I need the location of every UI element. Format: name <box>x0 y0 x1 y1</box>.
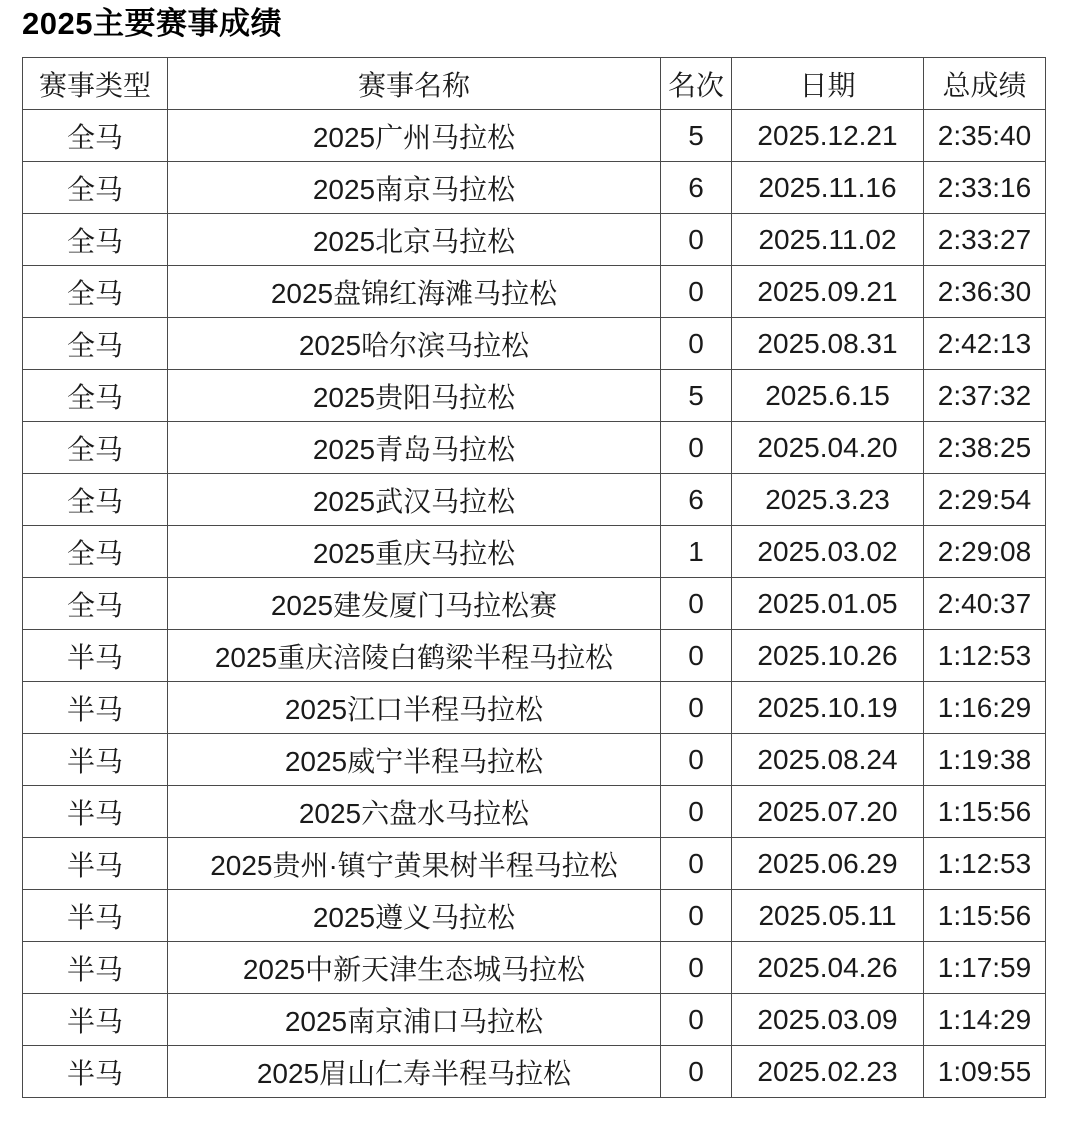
total-time-cell: 2:36:30 <box>924 266 1046 318</box>
total-time-cell: 2:42:13 <box>924 318 1046 370</box>
table-row <box>23 214 1046 266</box>
race-type-cell: 全马 <box>23 162 168 214</box>
date-cell: 2025.07.20 <box>732 786 924 838</box>
table-row <box>23 110 1046 162</box>
total-time-cell: 2:29:08 <box>924 526 1046 578</box>
total-time-cell: 1:12:53 <box>924 630 1046 682</box>
race-type-cell: 全马 <box>23 578 168 630</box>
rank-cell: 0 <box>661 630 732 682</box>
race-name-cell: 2025贵阳马拉松 <box>168 370 661 422</box>
table-row <box>23 474 1046 526</box>
date-cell: 2025.12.21 <box>732 110 924 162</box>
rank-cell: 0 <box>661 838 732 890</box>
date-cell: 2025.11.02 <box>732 214 924 266</box>
rank-cell: 0 <box>661 786 732 838</box>
total-time-cell: 2:37:32 <box>924 370 1046 422</box>
race-type-cell: 半马 <box>23 682 168 734</box>
date-cell: 2025.3.23 <box>732 474 924 526</box>
date-cell: 2025.04.20 <box>732 422 924 474</box>
race-name-cell: 2025江口半程马拉松 <box>168 682 661 734</box>
race-name-cell: 2025武汉马拉松 <box>168 474 661 526</box>
race-name-cell: 2025六盘水马拉松 <box>168 786 661 838</box>
table-row <box>23 890 1046 942</box>
results-table <box>22 57 1046 1098</box>
race-name-cell: 2025青岛马拉松 <box>168 422 661 474</box>
rank-cell: 0 <box>661 994 732 1046</box>
race-type-cell: 全马 <box>23 422 168 474</box>
total-time-cell: 2:35:40 <box>924 110 1046 162</box>
race-type-cell: 半马 <box>23 1046 168 1098</box>
column-header-race-name: 赛事名称 <box>168 58 661 110</box>
table-body <box>23 110 1046 1098</box>
race-type-cell: 半马 <box>23 786 168 838</box>
race-name-cell: 2025北京马拉松 <box>168 214 661 266</box>
race-type-cell: 全马 <box>23 526 168 578</box>
total-time-cell: 1:15:56 <box>924 890 1046 942</box>
table-header <box>23 58 1046 110</box>
race-type-cell: 全马 <box>23 266 168 318</box>
race-type-cell: 全马 <box>23 370 168 422</box>
total-time-cell: 2:40:37 <box>924 578 1046 630</box>
column-header-race-type: 赛事类型 <box>23 58 168 110</box>
race-name-cell: 2025建发厦门马拉松赛 <box>168 578 661 630</box>
rank-cell: 6 <box>661 474 732 526</box>
race-type-cell: 全马 <box>23 318 168 370</box>
race-name-cell: 2025重庆马拉松 <box>168 526 661 578</box>
table-row <box>23 838 1046 890</box>
date-cell: 2025.08.24 <box>732 734 924 786</box>
total-time-cell: 1:14:29 <box>924 994 1046 1046</box>
rank-cell: 6 <box>661 162 732 214</box>
total-time-cell: 1:09:55 <box>924 1046 1046 1098</box>
race-name-cell: 2025重庆涪陵白鹤梁半程马拉松 <box>168 630 661 682</box>
rank-cell: 0 <box>661 682 732 734</box>
total-time-cell: 2:33:16 <box>924 162 1046 214</box>
race-name-cell: 2025盘锦红海滩马拉松 <box>168 266 661 318</box>
rank-cell: 5 <box>661 110 732 162</box>
race-name-cell: 2025广州马拉松 <box>168 110 661 162</box>
race-type-cell: 全马 <box>23 474 168 526</box>
race-name-cell: 2025贵州·镇宁黄果树半程马拉松 <box>168 838 661 890</box>
race-name-cell: 2025眉山仁寿半程马拉松 <box>168 1046 661 1098</box>
rank-cell: 0 <box>661 318 732 370</box>
table-row <box>23 578 1046 630</box>
table-row <box>23 682 1046 734</box>
rank-cell: 0 <box>661 422 732 474</box>
race-name-cell: 2025遵义马拉松 <box>168 890 661 942</box>
race-name-cell: 2025哈尔滨马拉松 <box>168 318 661 370</box>
race-type-cell: 半马 <box>23 890 168 942</box>
race-type-cell: 全马 <box>23 214 168 266</box>
date-cell: 2025.03.09 <box>732 994 924 1046</box>
race-type-cell: 半马 <box>23 994 168 1046</box>
date-cell: 2025.02.23 <box>732 1046 924 1098</box>
total-time-cell: 1:16:29 <box>924 682 1046 734</box>
table-row <box>23 994 1046 1046</box>
rank-cell: 1 <box>661 526 732 578</box>
column-header-date: 日期 <box>732 58 924 110</box>
race-type-cell: 半马 <box>23 942 168 994</box>
total-time-cell: 2:29:54 <box>924 474 1046 526</box>
total-time-cell: 2:38:25 <box>924 422 1046 474</box>
race-type-cell: 半马 <box>23 734 168 786</box>
page-title: 2025主要赛事成绩 <box>22 6 282 41</box>
total-time-cell: 1:12:53 <box>924 838 1046 890</box>
date-cell: 2025.10.19 <box>732 682 924 734</box>
column-header-total-time: 总成绩 <box>924 58 1046 110</box>
total-time-cell: 1:17:59 <box>924 942 1046 994</box>
date-cell: 2025.09.21 <box>732 266 924 318</box>
total-time-cell: 1:15:56 <box>924 786 1046 838</box>
table-row <box>23 734 1046 786</box>
rank-cell: 0 <box>661 266 732 318</box>
table-row <box>23 422 1046 474</box>
date-cell: 2025.01.05 <box>732 578 924 630</box>
table-row <box>23 942 1046 994</box>
table-row <box>23 266 1046 318</box>
rank-cell: 0 <box>661 1046 732 1098</box>
column-header-rank: 名次 <box>661 58 732 110</box>
date-cell: 2025.08.31 <box>732 318 924 370</box>
table-row <box>23 318 1046 370</box>
header-row <box>23 58 1046 110</box>
date-cell: 2025.06.29 <box>732 838 924 890</box>
date-cell: 2025.05.11 <box>732 890 924 942</box>
total-time-cell: 1:19:38 <box>924 734 1046 786</box>
race-type-cell: 半马 <box>23 630 168 682</box>
rank-cell: 0 <box>661 214 732 266</box>
rank-cell: 0 <box>661 890 732 942</box>
race-name-cell: 2025中新天津生态城马拉松 <box>168 942 661 994</box>
date-cell: 2025.11.16 <box>732 162 924 214</box>
race-name-cell: 2025南京浦口马拉松 <box>168 994 661 1046</box>
rank-cell: 0 <box>661 734 732 786</box>
table-row <box>23 370 1046 422</box>
race-name-cell: 2025南京马拉松 <box>168 162 661 214</box>
date-cell: 2025.03.02 <box>732 526 924 578</box>
race-type-cell: 半马 <box>23 838 168 890</box>
rank-cell: 0 <box>661 578 732 630</box>
race-type-cell: 全马 <box>23 110 168 162</box>
table-row <box>23 526 1046 578</box>
table-row <box>23 786 1046 838</box>
table-row <box>23 1046 1046 1098</box>
rank-cell: 5 <box>661 370 732 422</box>
date-cell: 2025.04.26 <box>732 942 924 994</box>
date-cell: 2025.10.26 <box>732 630 924 682</box>
date-cell: 2025.6.15 <box>732 370 924 422</box>
total-time-cell: 2:33:27 <box>924 214 1046 266</box>
table-row <box>23 162 1046 214</box>
table-row <box>23 630 1046 682</box>
rank-cell: 0 <box>661 942 732 994</box>
race-name-cell: 2025威宁半程马拉松 <box>168 734 661 786</box>
